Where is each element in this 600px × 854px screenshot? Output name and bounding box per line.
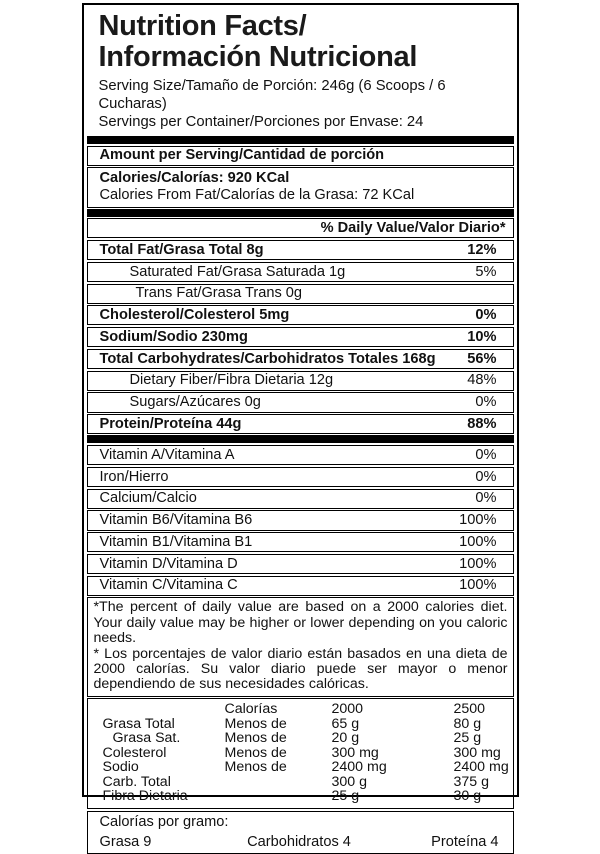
reference-table-row [88,717,513,732]
footnote-spanish: * Los porcentajes de valor diario están basados en una dieta de 2000 calorías. Su valor diario puede ser mayor o menor dependiendo de sus necesidades calóricas. [93,645,508,693]
vitamin-percent: 0% [475,446,497,463]
vitamin-percent: 100% [459,533,497,550]
ref-header-calories: Calorías [224,701,278,718]
nutrient-row-protein [87,414,514,434]
reference-values-table [87,698,514,809]
calories-per-gram-values [88,834,513,850]
nutrient-percent: 5% [475,263,497,280]
nutrient-label: Trans Fat/Grasa Trans 0g [135,285,303,302]
ref-header-blank [88,702,225,717]
nutrient-percent: 48% [467,372,497,389]
nutrient-percent: 0% [475,307,497,324]
calories-from-fat: Calories From Fat/Calorías de la Grasa: 72 KCal [99,186,415,203]
vitamin-row-calcium [87,489,514,509]
ref-cell: 2400 mg [331,759,387,776]
ref-header-2500: 2500 [453,701,486,718]
vitamin-row-vitamin-d [87,554,514,574]
vitamin-label: Vitamin B6/Vitamina B6 [99,512,253,529]
serving-size: Serving Size/Tamaño de Porción: 246g (6 Scoops / 6 Cucharas) [98,78,446,112]
calories-per-gram-section [87,811,514,854]
ref-cell: Fibra Dietaria [102,788,188,805]
nutrition-facts-label [82,3,519,850]
ref-cell: 80 g [453,715,482,732]
ref-cell: 300 mg [453,744,501,761]
nutrient-label: Saturated Fat/Grasa Saturada 1g [129,263,346,280]
cpg-fat: Grasa 9 [99,833,152,850]
amount-per-serving-header: Amount per Serving/Cantidad de porción [87,146,514,166]
footnote-english: *The percent of daily value are based on a 2000 calories diet. Your daily value may be higher or lower depending on you caloric needs. [93,599,508,647]
ref-cell: Grasa Sat. [112,730,181,747]
vitamin-label: Iron/Hierro [99,468,169,485]
vitamin-percent: 0% [475,468,497,485]
nutrient-row-saturated-fat [87,262,514,282]
nutrient-row-cholesterol [87,305,514,325]
vitamin-percent: 100% [459,577,497,594]
cpg-carbohydrates: Carbohidratos 4 [247,833,351,850]
nutrient-percent: 12% [467,241,497,258]
label-title [87,7,514,75]
ref-cell [225,789,332,804]
vitamin-label: Vitamin D/Vitamina D [99,555,238,572]
daily-value-footnote [87,597,514,696]
label-title-line1: Nutrition Facts/ [98,10,307,42]
nutrient-label: Total Carbohydrates/Carbohidratos Totales 168g [99,350,436,367]
nutrient-row-total-carbohydrates [87,349,514,369]
nutrient-label: Cholesterol/Colesterol 5mg [99,307,290,324]
daily-value-header: % Daily Value/Valor Diario* [87,218,514,238]
ref-cell: 25 g [453,730,482,747]
ref-cell: Menos de [224,744,287,761]
nutrient-percent: 10% [467,328,497,345]
nutrient-label: Total Fat/Grasa Total 8g [99,241,264,258]
vitamin-percent: 100% [459,512,497,529]
ref-cell: Grasa Total [102,715,175,732]
vitamin-row-iron [87,467,514,487]
ref-cell: 20 g [331,730,360,747]
nutrient-label: Sodium/Sodio 230mg [99,328,248,345]
nutrient-percent: 0% [475,394,497,411]
vitamin-label: Vitamin C/Vitamina C [99,577,238,594]
reference-table-row [88,789,513,804]
vitamin-percent: 0% [475,490,497,507]
nutrient-row-total-fat [87,240,514,260]
ref-cell: 25 g [331,788,360,805]
nutrient-label: Sugars/Azúcares 0g [129,394,261,411]
ref-cell: Menos de [224,730,287,747]
nutrient-percent: 88% [467,415,497,432]
nutrient-percent: 56% [467,350,497,367]
nutrient-row-sugars [87,392,514,412]
ref-cell: 2400 mg [453,759,509,776]
nutrient-row-trans-fat [87,284,514,304]
cpg-protein: Proteína 4 [431,833,499,850]
vitamin-label: Calcium/Calcio [99,490,197,507]
vitamin-row-vitamin-b6 [87,510,514,530]
calories-per-gram-header: Calorías por gramo: [99,813,229,830]
label-title-line2: Información Nutricional [98,41,418,73]
nutrient-row-sodium [87,327,514,347]
ref-cell: Colesterol [102,744,167,761]
reference-table-row [88,760,513,775]
nutrient-row-dietary-fiber [87,371,514,391]
vitamin-row-vitamin-c [87,576,514,596]
ref-cell: 300 g [331,773,368,790]
serving-info [87,75,514,135]
ref-cell: Sodio [102,759,139,776]
ref-cell: 375 g [453,773,490,790]
vitamin-percent: 100% [459,555,497,572]
ref-header-2000: 2000 [331,701,364,718]
ref-cell: Carb. Total [102,773,171,790]
ref-cell: 30 g [453,788,482,805]
ref-cell: 300 mg [331,744,379,761]
nutrient-label: Protein/Proteína 44g [99,415,242,432]
ref-cell: Menos de [224,759,287,776]
reference-table-header-row [88,702,513,717]
nutrient-percent [497,285,505,302]
vitamin-row-vitamin-a [87,445,514,465]
ref-cell: 65 g [331,715,360,732]
divider-bar-protein [87,435,514,443]
reference-table-row [88,731,513,746]
ref-cell: Menos de [224,715,287,732]
divider-bar-top [87,136,514,144]
reference-table-row [88,746,513,761]
vitamin-row-vitamin-b1 [87,532,514,552]
divider-bar-calories [87,209,514,217]
reference-table-row [88,775,513,790]
calories-value: Calories/Calorías: 920 KCal [99,170,290,187]
calories-box [87,167,514,207]
vitamin-label: Vitamin A/Vitamina A [99,446,235,463]
nutrient-label: Dietary Fiber/Fibra Dietaria 12g [129,372,334,389]
servings-per-container: Servings per Container/Porciones por Envase: 24 [98,114,424,130]
ref-cell [225,775,332,790]
vitamin-label: Vitamin B1/Vitamina B1 [99,533,253,550]
